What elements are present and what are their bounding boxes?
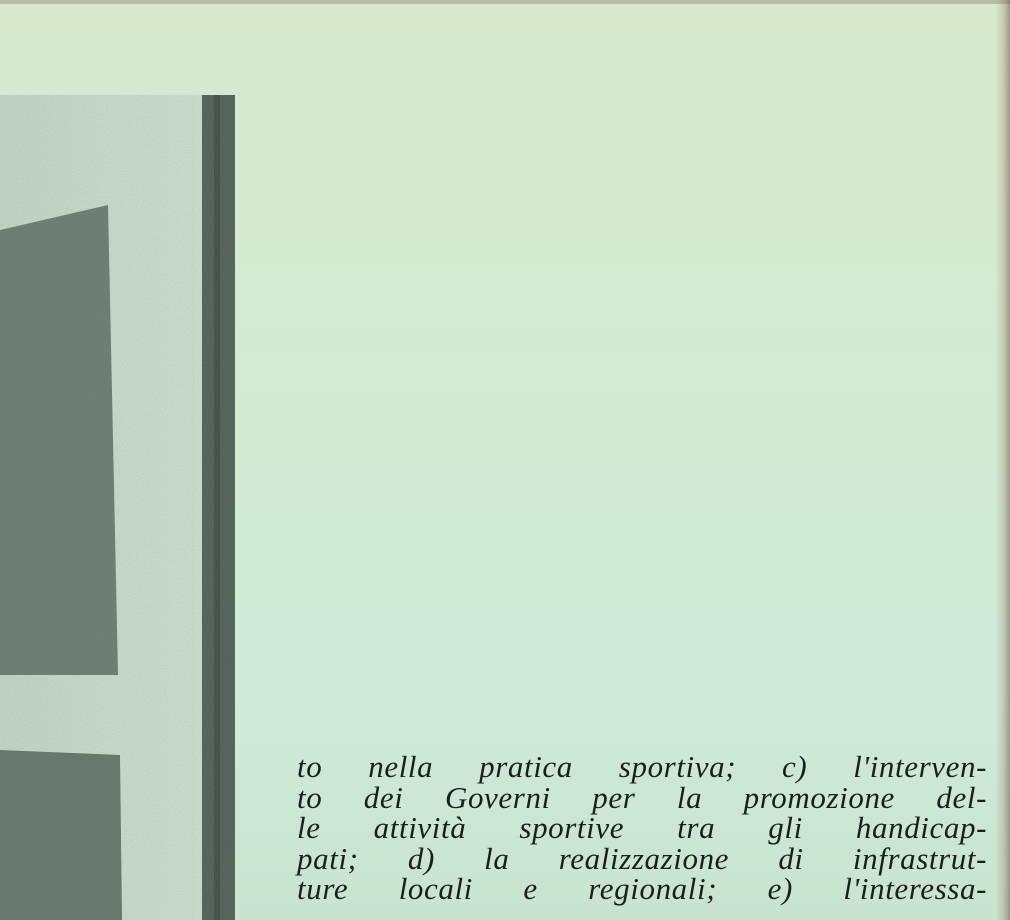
article-body-text <box>297 749 987 906</box>
photograph <box>0 95 235 920</box>
text-line: to nella pratica sportiva; c) l'interven- <box>297 749 987 784</box>
page-right-edge <box>996 0 1010 920</box>
text-line: pati; d) la realizzazione di infrastrut- <box>297 840 987 876</box>
text-line: le attività sportive tra gli handicap- <box>297 810 987 845</box>
text-line: to dei Governi per la promozione del- <box>297 779 987 815</box>
photo-image <box>0 95 235 920</box>
text-line: ture locali e regionali; e) l'interessa- <box>297 871 987 906</box>
page-top-edge <box>0 0 1010 4</box>
